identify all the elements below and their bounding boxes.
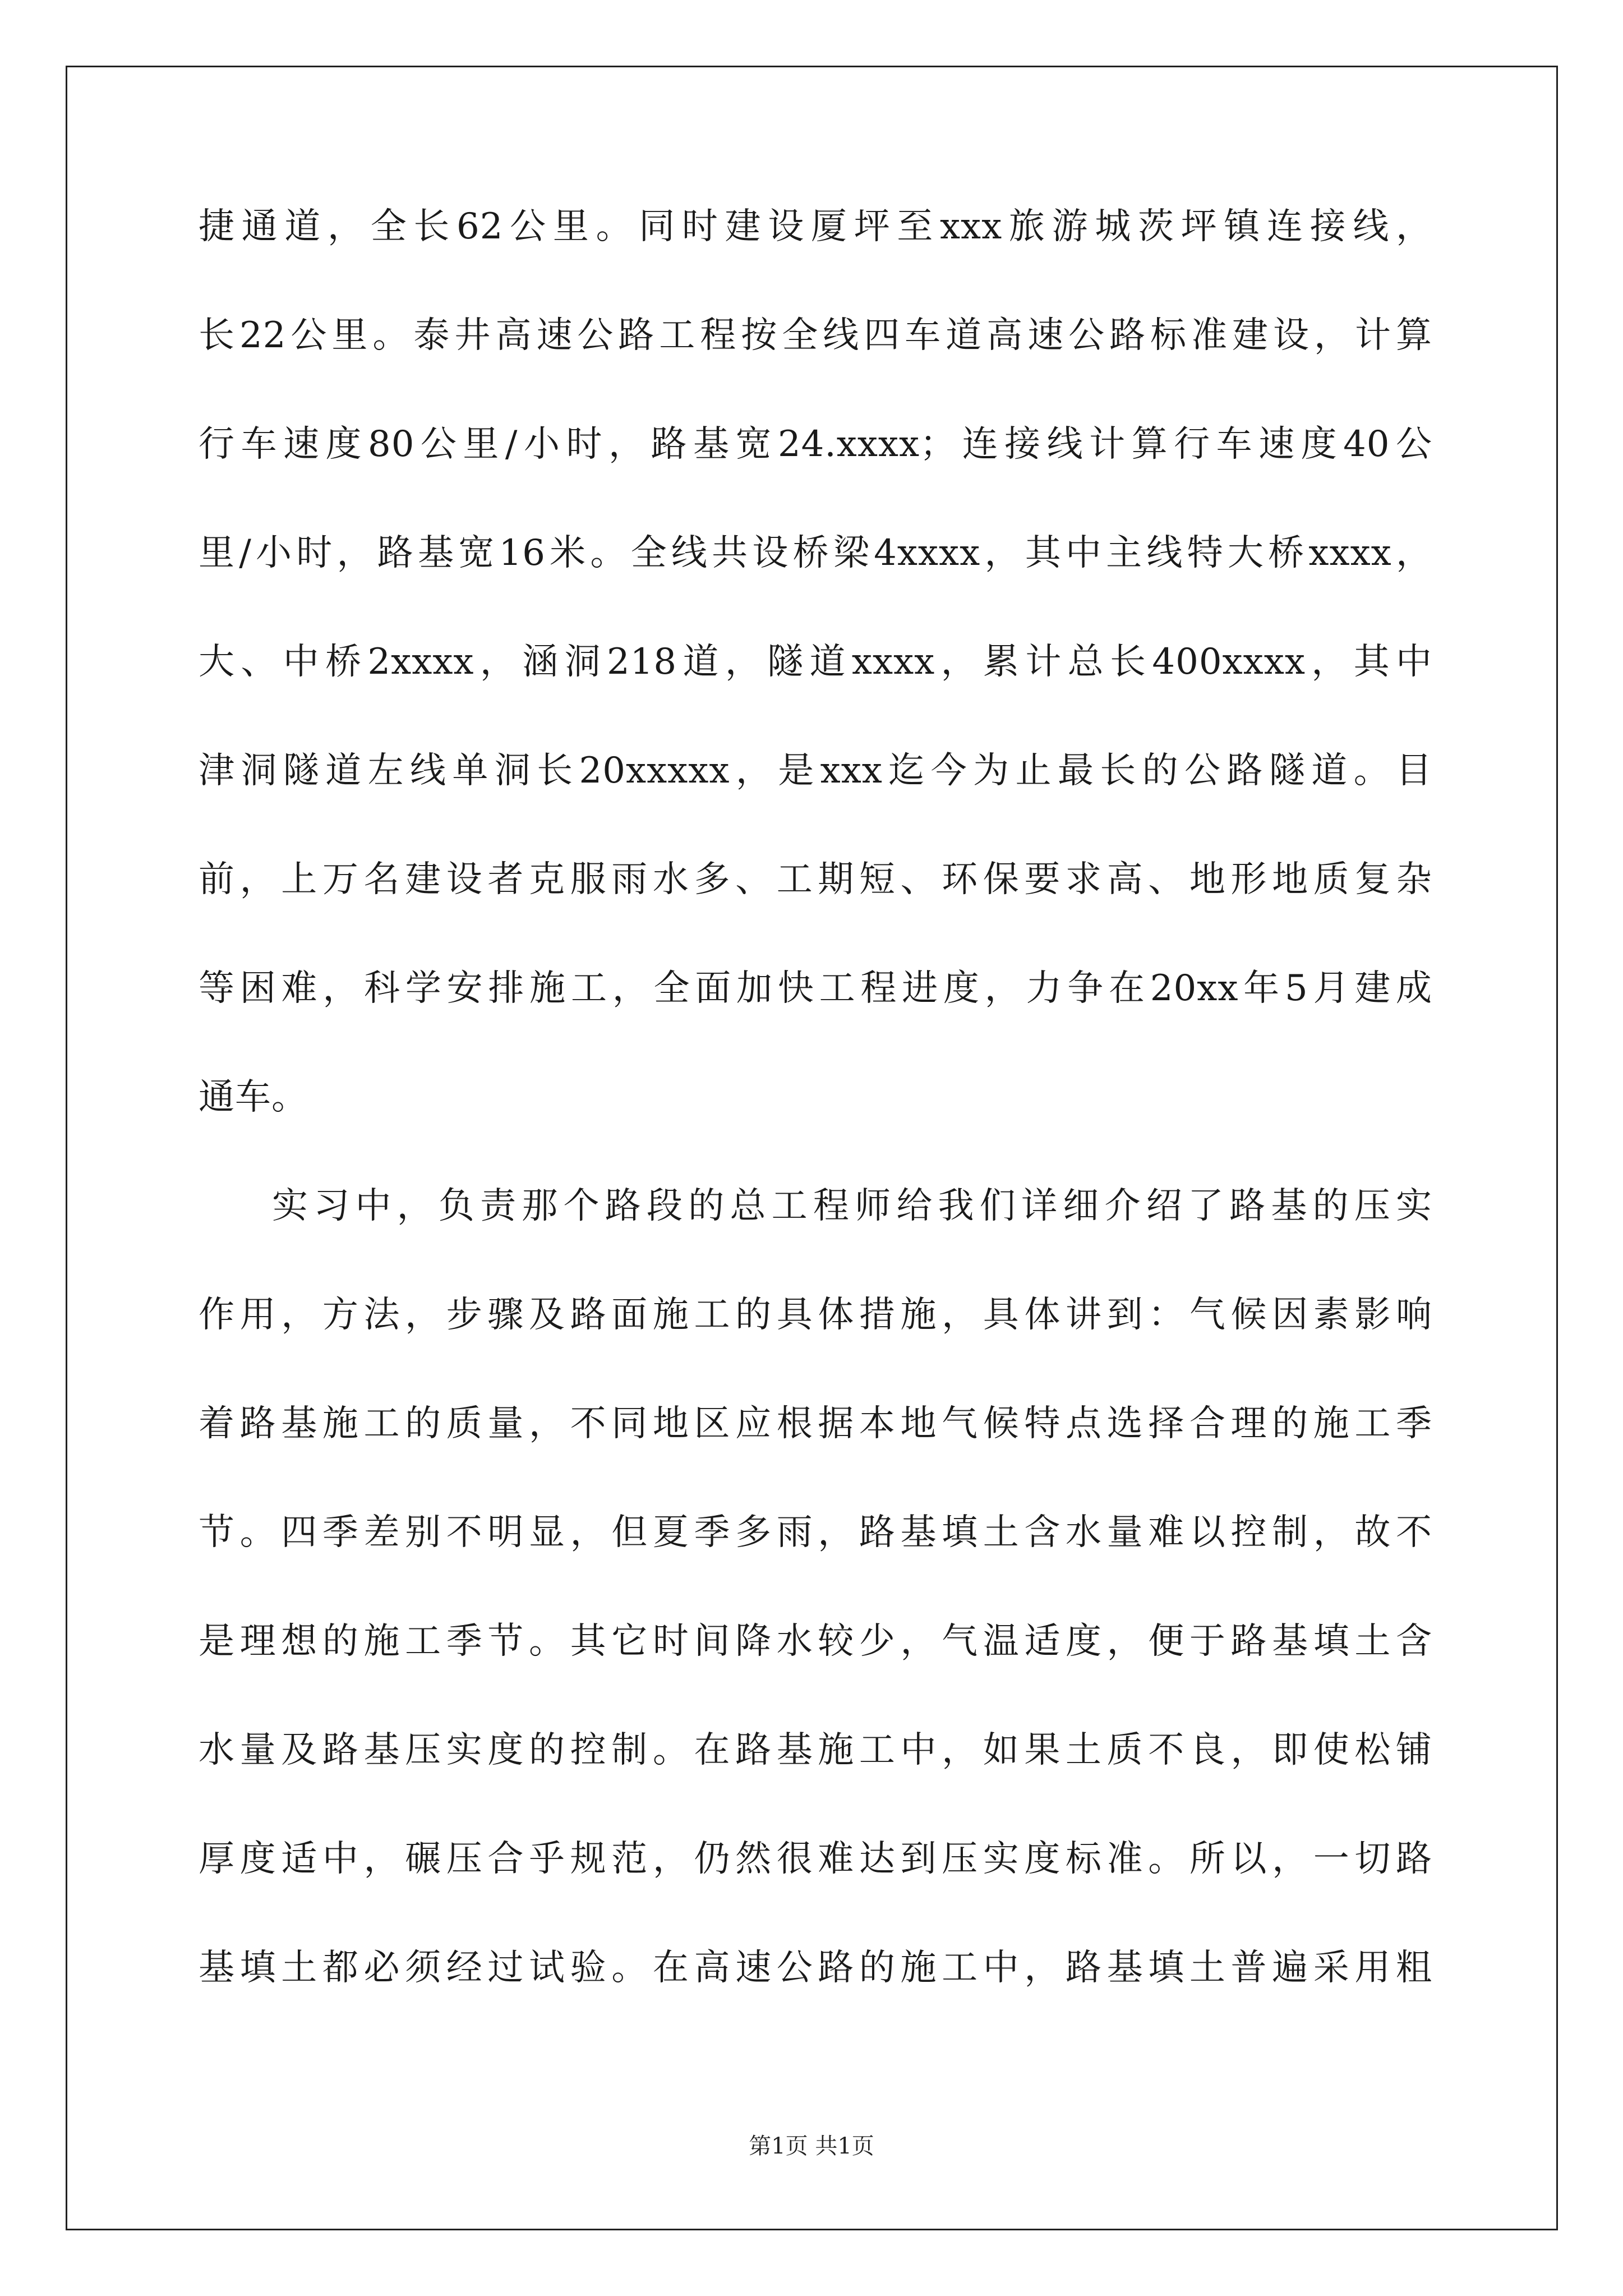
text-line: 大、中桥2xxxx，涵洞218道，隧道xxxx，累计总长400xxxx，其中 xyxy=(199,641,1432,683)
document-body xyxy=(199,206,1432,2059)
text-line: 捷通道，全长62公里。同时建设厦坪至xxx旅游城茨坪镇连接线， xyxy=(199,206,1432,247)
text-line: 等困难，科学安排施工，全面加快工程进度，力争在20xx年5月建成 xyxy=(199,968,1432,1009)
text-line: 前，上万名建设者克服雨水多、工期短、环保要求高、地形地质复杂 xyxy=(199,859,1432,900)
text-line: 水量及路基压实度的控制。在路基施工中，如果土质不良，即使松铺 xyxy=(199,1729,1432,1771)
text-line: 长22公里。泰井高速公路工程按全线四车道高速公路标准建设，计算 xyxy=(199,315,1432,356)
text-line: 里/小时，路基宽16米。全线共设桥梁4xxxx，其中主线特大桥xxxx， xyxy=(199,532,1432,574)
text-line: 着路基施工的质量，不同地区应根据本地气候特点选择合理的施工季 xyxy=(199,1403,1432,1444)
text-line: 作用，方法，步骤及路面施工的具体措施，具体讲到：气候因素影响 xyxy=(199,1294,1432,1336)
page-footer: 第1页 共1页 xyxy=(749,2133,874,2159)
text-line: 基填土都必须经过试验。在高速公路的施工中，路基填土普遍采用粗 xyxy=(199,1947,1432,1989)
text-line: 行车速度80公里/小时，路基宽24.xxxx；连接线计算行车速度40公 xyxy=(199,424,1432,465)
paragraph-first-line: 实习中，负责那个路段的总工程师给我们详细介绍了路基的压实 xyxy=(272,1185,1432,1227)
text-line: 节。四季差别不明显，但夏季多雨，路基填土含水量难以控制，故不 xyxy=(199,1512,1432,1553)
text-line: 通车。 xyxy=(199,1076,308,1118)
text-line: 津洞隧道左线单洞长20xxxxx，是xxx迄今为止最长的公路隧道。目 xyxy=(199,750,1432,792)
text-line: 厚度适中，碾压合乎规范，仍然很难达到压实度标准。所以，一切路 xyxy=(199,1838,1432,1880)
text-line: 是理想的施工季节。其它时间降水较少，气温适度，便于路基填土含 xyxy=(199,1621,1432,1662)
